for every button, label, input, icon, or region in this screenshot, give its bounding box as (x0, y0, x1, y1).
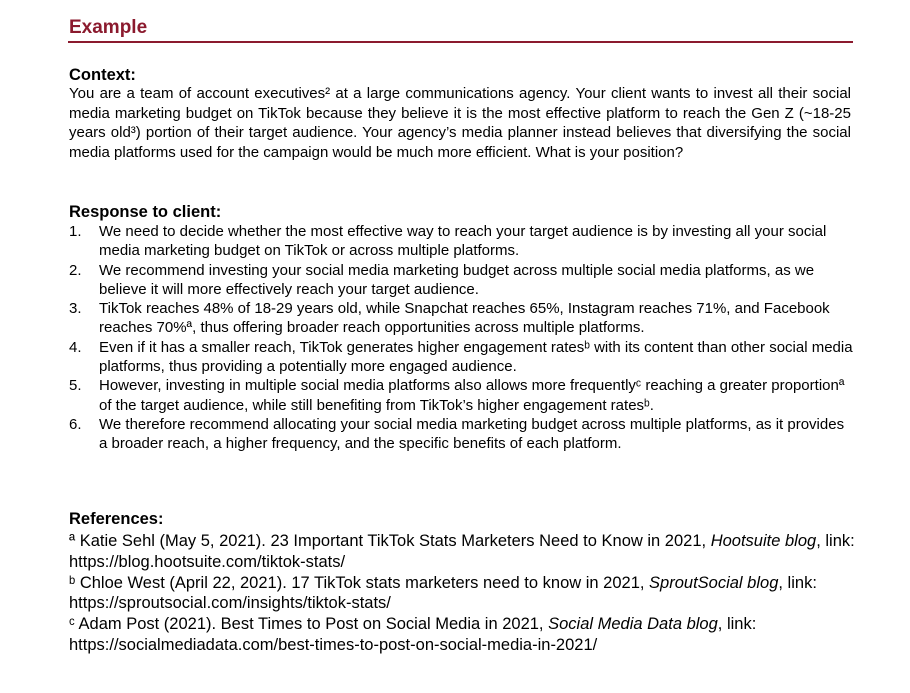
list-item-text: Even if it has a smaller reach, TikTok generates higher engagement ratesᵇ with its content than other social media platforms, thus providing a potentially more engaged audience. (99, 338, 853, 376)
list-item-text: We therefore recommend allocating your social media marketing budget across multiple platforms, as it provides a broader reach, a higher frequency, and the specific benefits of each platform. (99, 415, 845, 453)
context-paragraph: You are a team of account executives² at a large communications agency. Your client wants to invest all their social media marketing budget on TikTok because they believe it is the most effective platform to reach the Gen Z (~18-25 years old³) portion of their target audience. Your agency’s media planner instead believes that diversifying the social media platforms used for the campaign would be much more efficient. What is your position? (69, 85, 851, 161)
list-item-text: However, investing in multiple social media platforms also allows more frequentlyᶜ reaching a greater proportionª of the target audience, while still benefiting from TikTok’s higher engagement ratesᵇ. (99, 377, 845, 414)
list-item-number: 2. (69, 261, 82, 279)
list-item-text: We recommend investing your social media marketing budget across multiple social media platforms, as we believe it will more effectively reach your target audience. (99, 261, 815, 298)
list-item (69, 415, 854, 454)
reference-source: Hootsuite blog (710, 532, 817, 550)
list-item (69, 299, 854, 338)
context-title: Context: (69, 66, 136, 84)
reference-text: Chloe West (April 22, 2021). 17 TikTok stats marketers need to know in 2021, (75, 573, 650, 592)
list-item (69, 376, 854, 415)
page-heading: Example (69, 17, 148, 38)
list-item-text: We need to decide whether the most effective way to reach your target audience is by investing all your social media marketing budget on TikTok or across multiple platforms. (99, 223, 827, 260)
list-item (69, 261, 854, 300)
list-item (69, 338, 854, 377)
list-item-number: 5. (69, 377, 82, 395)
reference-source: SproutSocial blog (649, 573, 779, 592)
reference-marker: ª (69, 532, 76, 550)
reference-item (69, 573, 859, 615)
reference-link-text: , link: https://blog.hootsuite.com/tiktok-stats/ (69, 532, 855, 571)
response-list (69, 222, 854, 454)
reference-source: Social Media Data blog (548, 615, 718, 634)
reference-text: Katie Sehl (May 5, 2021). 23 Important TikTok Stats Marketers Need to Know in 2021, (75, 532, 711, 550)
list-item-number: 1. (69, 223, 82, 240)
list-item-text: TikTok reaches 48% of 18-29 years old, while Snapchat reaches 65%, Instagram reaches 71%, and Facebook reaches 70%ª, thus offering broader reach opportunities across multiple platforms. (99, 300, 830, 337)
reference-link-text: , link: https://sproutsocial.com/insights/tiktok-stats/ (69, 573, 817, 613)
references-title: References: (69, 510, 164, 528)
reference-item (69, 614, 859, 656)
reference-link-text: , link: https://socialmediadata.com/best-times-to-post-on-social-media-in-2021/ (69, 615, 757, 654)
response-title: Response to client: (69, 203, 222, 221)
reference-marker: ᶜ (69, 615, 75, 634)
references-list (69, 531, 859, 656)
reference-item (69, 531, 859, 573)
list-item (69, 222, 854, 261)
list-item-number: 4. (69, 338, 82, 356)
list-item-number: 3. (69, 300, 82, 318)
heading-divider (68, 41, 853, 43)
list-item-number: 6. (69, 415, 82, 433)
reference-marker: ᵇ (69, 573, 76, 592)
reference-text: Adam Post (2021). Best Times to Post on Social Media in 2021, (74, 615, 549, 634)
